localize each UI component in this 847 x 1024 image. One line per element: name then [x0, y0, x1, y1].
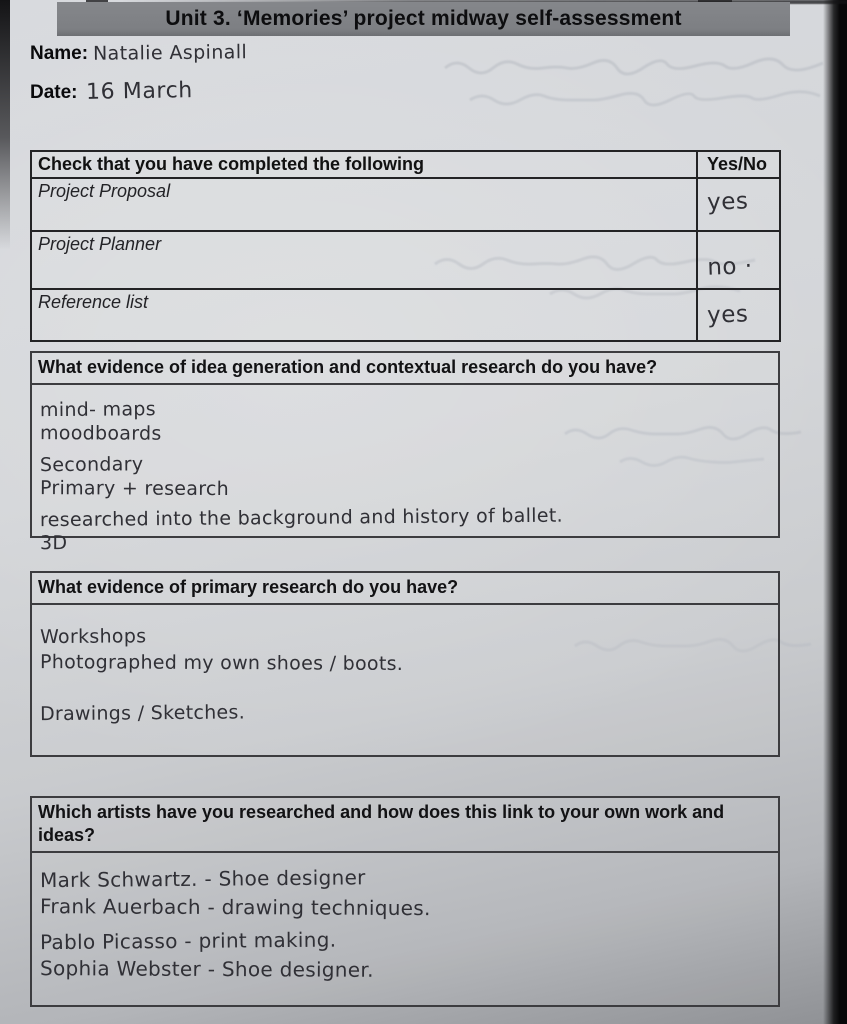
section-question: Which artists have you researched and how does this link to your own work and ideas? [32, 798, 778, 853]
checklist-answer: yes [706, 188, 749, 216]
answer-line: Workshops [39, 625, 147, 649]
table-row [32, 179, 779, 232]
answer-line: researched into the background and history of ballet. [39, 504, 564, 532]
answer-line: mind- maps [39, 398, 157, 422]
checklist-answer: yes [706, 301, 749, 329]
checklist-header-row [32, 152, 779, 179]
form-title-bar [57, 2, 790, 36]
name-field [30, 42, 247, 65]
answer-line: 3D [39, 531, 68, 554]
checklist-item: Project Planner [38, 234, 162, 254]
section-primary-research [30, 571, 780, 757]
answer-line: Pablo Picasso - print making. [39, 927, 337, 955]
section-question: What evidence of primary research do you have? [32, 573, 778, 605]
date-label: Date: [30, 82, 78, 103]
checklist-yesno-header: Yes/No [707, 154, 768, 174]
checklist-item: Reference list [38, 292, 149, 312]
answer-line: Mark Schwartz. - Shoe designer [39, 865, 366, 893]
bleed-through-writing [440, 48, 830, 118]
date-field [30, 79, 192, 104]
answer-line: moodboards [39, 421, 162, 445]
section-answer [32, 385, 778, 559]
answer-line: Frank Auerbach - drawing techniques. [39, 894, 431, 921]
page-title: Unit 3. ‘Memories’ project midway self-assessment [165, 7, 682, 30]
table-row [32, 232, 779, 290]
scanner-edge-left [0, 0, 10, 250]
name-label: Name: [30, 43, 89, 64]
name-value: Natalie Aspinall [92, 41, 248, 65]
answer-line: Sophia Webster - Shoe designer. [39, 956, 374, 982]
section-answer [32, 853, 778, 986]
answer-line: Primary + research [39, 476, 230, 500]
section-artists [30, 796, 780, 1007]
checklist-table [30, 150, 781, 342]
answer-line: Photographed my own shoes / boots. [39, 651, 404, 675]
answer-line: Drawings / Sketches. [39, 701, 246, 726]
answer-line: Secondary [39, 453, 144, 477]
checklist-header: Check that you have completed the following [32, 152, 698, 177]
section-answer [32, 605, 778, 726]
checklist-answer: no · [706, 253, 754, 281]
checklist-item: Project Proposal [38, 181, 171, 201]
section-question: What evidence of idea generation and contextual research do you have? [32, 353, 778, 385]
scanner-edge-right [823, 0, 847, 1024]
date-value: 16 March [85, 78, 193, 105]
table-row [32, 290, 779, 340]
section-idea-generation [30, 351, 780, 554]
